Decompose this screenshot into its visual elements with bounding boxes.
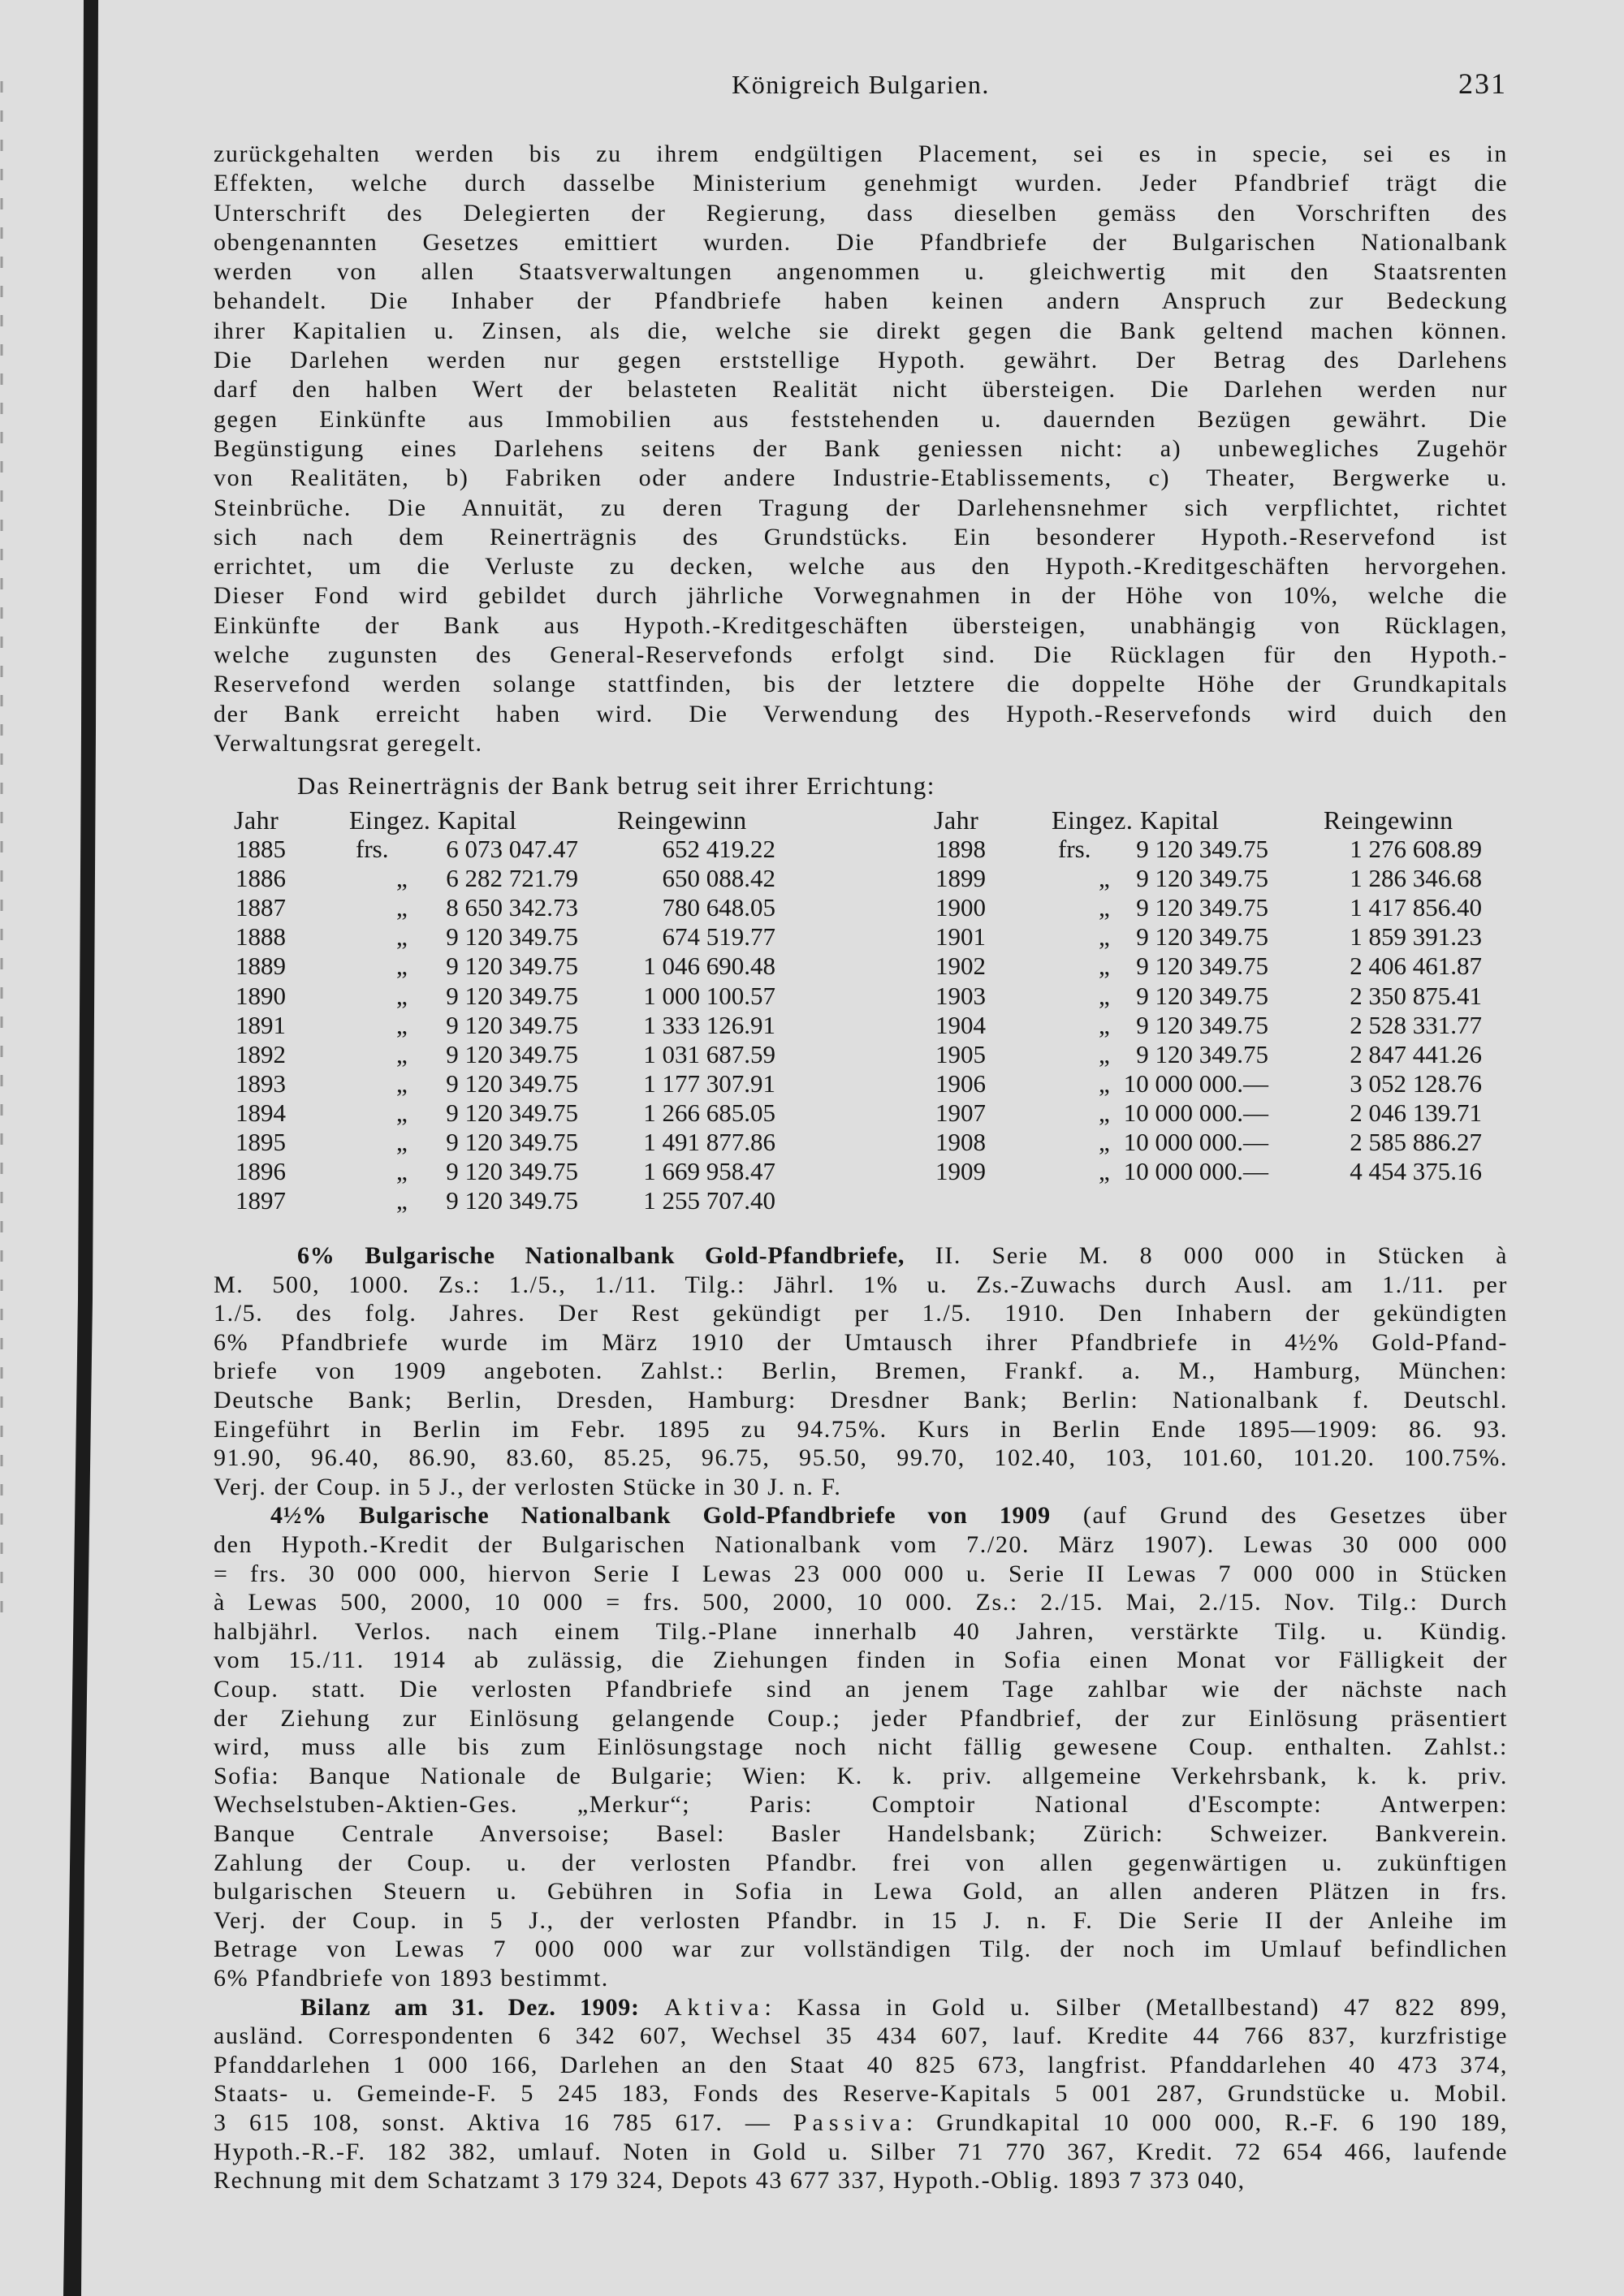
capital-cell: 9 120 349.75 [446, 1186, 578, 1215]
text-line: vom 15./11. 1914 ab zulässig, die Ziehungen finden in Sofia einen Monat vor Fälligkeit der [214, 1646, 1508, 1674]
net-profit-cell: 2 350 875.41 [1350, 981, 1482, 1010]
net-profit-cell: 650 088.42 [662, 864, 775, 893]
ditto-mark: „ [1099, 1098, 1110, 1127]
column-header: Reingewinn [1324, 805, 1453, 835]
capital-cell: 9 120 349.75 [1136, 1010, 1268, 1039]
table-row [0, 1157, 1624, 1186]
net-profit-cell: 1 491 877.86 [643, 1128, 775, 1157]
column-header: Jahr [934, 805, 979, 835]
year-cell: 1907 [935, 1098, 986, 1127]
text-line: darf den halben Wert der belasteten Realität nicht übersteigen. Die Darlehen werden nur [214, 376, 1508, 404]
ditto-mark: „ [1099, 864, 1110, 893]
text-line: Begünstigung eines Darlehens seitens der Bank geniessen nicht: a) unbewegliches Zugehör [214, 434, 1508, 462]
table-row [0, 922, 1624, 952]
text-run: Passiva [793, 2108, 906, 2136]
text-line: ihrer Kapitalien u. Zinsen, als die, welche sie direkt gegen die Bank geltend machen können. [214, 317, 1508, 344]
text-line: ausländ. Correspondenten 6 342 607, Wechsel 35 434 607, lauf. Kredite 44 766 837, kurzfristige [214, 2022, 1508, 2050]
paragraph-pfandbrief-rules [214, 140, 1508, 758]
ditto-mark: „ [1099, 952, 1110, 981]
ditto-mark: „ [396, 1157, 408, 1186]
text-line [214, 2108, 1508, 2138]
text-line: welche zugunsten des General-Reservefonds erfolgt sind. Die Rücklagen für den Hypoth.- [214, 641, 1508, 669]
ditto-mark: „ [396, 1039, 408, 1068]
capital-cell: 10 000 000.— [1123, 1128, 1268, 1157]
net-profit-cell: 1 255 707.40 [643, 1186, 775, 1215]
year-cell: 1895 [235, 1128, 286, 1157]
capital-cell: 10 000 000.— [1123, 1068, 1268, 1098]
text-line: Einkünfte der Bank aus Hypoth.-Kreditgeschäften übersteigen, unabhängig von Rücklagen, [214, 611, 1508, 639]
table-row [0, 1186, 1624, 1215]
text-line: Dieser Fond wird gebildet durch jährliche Vorwegnahmen in der Höhe von 10%, welche die [214, 582, 1508, 610]
text-line: Steinbrüche. Die Annuität, zu deren Tragung der Darlehensnehmer sich verpflichtet, richtet [214, 494, 1508, 521]
text-line: Eingeführt in Berlin im Febr. 1895 zu 94.75%. Kurs in Berlin Ende 1895—1909: 86. 93. [214, 1415, 1508, 1443]
text-line: Verj. der Coup. in 5 J., der verlosten Pfandbr. in 15 J. n. F. Die Serie II der Anleihe im [214, 1906, 1508, 1934]
ditto-mark: „ [1099, 1128, 1110, 1157]
text-line: = frs. 30 000 000, hiervon Serie I Lewas 23 000 000 u. Serie II Lewas 7 000 000 in Stücken [214, 1560, 1508, 1587]
capital-cell: 9 120 349.75 [446, 981, 578, 1010]
text-line: 6% Pfandbriefe von 1893 bestimmt. [214, 1964, 609, 1992]
text-line [214, 1993, 1508, 2022]
net-profit-cell: 1 276 608.89 [1350, 835, 1482, 864]
net-profit-cell: 1 177 307.91 [643, 1068, 775, 1098]
text-line: Effekten, welche durch dasselbe Ministerium genehmigt wurden. Jeder Pfandbrief trägt die [214, 170, 1508, 197]
column-header: Eingez. Kapital [349, 805, 517, 835]
net-profit-cell: 780 648.05 [662, 893, 775, 922]
text-line: Unterschrift des Delegierten der Regierung, dass dieselben gemäss den Vorschriften des [214, 199, 1508, 227]
capital-cell: 9 120 349.75 [1136, 922, 1268, 952]
year-cell: 1890 [235, 981, 286, 1010]
table-row [0, 1069, 1624, 1098]
year-cell: 1885 [235, 835, 286, 864]
table-row [0, 1128, 1624, 1157]
net-profit-cell: 1 031 687.59 [643, 1039, 775, 1068]
table-intro: Das Reinerträgnis der Bank betrug seit ihrer Errichtung: [297, 771, 936, 800]
capital-cell: 9 120 349.75 [1136, 864, 1268, 893]
capital-cell: 9 120 349.75 [446, 952, 578, 981]
text-run: 3 615 108, sonst. Aktiva 16 785 617. — [214, 2108, 793, 2136]
text-line: Verj. der Coup. in 5 J., der verlosten Stücke in 30 J. n. F. [214, 1473, 842, 1500]
column-header: Jahr [234, 805, 279, 835]
text-line: Banque Centrale Anversoise; Basel: Basler Handelsbank; Zürich: Schweizer. Bankverein. [214, 1819, 1508, 1847]
capital-cell: 8 650 342.73 [446, 893, 578, 922]
text-line [214, 1501, 1508, 1530]
text-line: M. 500, 1000. Zs.: 1./5., 1./11. Tilg.: Jährl. 1% u. Zs.-Zuwachs durch Ausl. am 1./11. per [214, 1271, 1508, 1298]
text-line: den Hypoth.-Kredit der Bulgarischen Nationalbank vom 7./20. März 1907). Lewas 30 000 000 [214, 1530, 1508, 1558]
net-profit-cell: 2 528 331.77 [1350, 1010, 1482, 1039]
net-profit-cell: 3 052 128.76 [1350, 1068, 1482, 1098]
text-line: obengenannten Gesetzes emittiert wurden. Die Pfandbriefe der Bulgarischen Nationalbank [214, 228, 1508, 256]
net-profit-cell: 674 519.77 [662, 922, 775, 952]
year-cell: 1904 [935, 1010, 986, 1039]
text-line: errichtet, um die Verluste zu decken, welche aus den Hypoth.-Kreditgeschäften hervorgehen. [214, 553, 1508, 580]
earnings-table-right [0, 805, 1624, 1186]
text-line: 1./5. des folg. Jahres. Der Rest gekündigt per 1./5. 1910. Den Inhabern der gekündigten [214, 1300, 1508, 1327]
year-cell: 1896 [235, 1157, 286, 1186]
ditto-mark: „ [1099, 893, 1110, 922]
table-row [0, 982, 1624, 1011]
capital-cell: 9 120 349.75 [446, 1039, 578, 1068]
year-cell: 1888 [235, 922, 286, 952]
text-line: briefe von 1909 angeboten. Zahlst.: Berlin, Bremen, Frankf. a. M., Hamburg, München: [214, 1357, 1508, 1385]
ditto-mark: „ [1099, 1010, 1110, 1039]
capital-cell: 9 120 349.75 [446, 1098, 578, 1127]
text-line: Zahlung der Coup. u. der verlosten Pfandbr. frei von allen gegenwärtigen u. zukünftigen [214, 1849, 1508, 1876]
net-profit-cell: 2 406 461.87 [1350, 952, 1482, 981]
ditto-mark: „ [396, 893, 408, 922]
text-run: : Kassa in Gold u. Silber (Metallbestand) 47 822 899, [764, 1993, 1509, 2021]
capital-cell: 9 120 349.75 [1136, 1039, 1268, 1068]
year-cell: 1908 [935, 1128, 986, 1157]
column-header: Reingewinn [617, 805, 747, 835]
year-cell: 1909 [935, 1157, 986, 1186]
net-profit-cell: 1 046 690.48 [643, 952, 775, 981]
text-run: II. Serie M. 8 000 000 in Stücken à [905, 1242, 1509, 1269]
year-cell: 1892 [235, 1039, 286, 1068]
ditto-mark: „ [396, 981, 408, 1010]
text-line: Staats- u. Gemeinde-F. 5 245 183, Fonds des Reserve-Kapitals 5 001 287, Grundstücke u. Mobil. [214, 2080, 1508, 2108]
text-line: Sofia: Banque Nationale de Bulgarie; Wien: K. k. priv. allgemeine Verkehrsbank, k. k. priv. [214, 1762, 1508, 1789]
bold-heading: Bilanz am 31. Dez. 1909: [300, 1993, 640, 2021]
table-row [0, 835, 1624, 864]
text-line: sich nach dem Reinerträgnis des Grundstücks. Ein besonderer Hypoth.-Reservefond ist [214, 523, 1508, 550]
text-line: von Realitäten, b) Fabriken oder andere Industrie-Etablissements, c) Theater, Bergwerke u. [214, 464, 1508, 492]
ditto-mark: „ [396, 1186, 408, 1215]
text-line: Coup. statt. Die verlosten Pfandbriefe sind an jenem Tage zahlbar wie der nächste nach [214, 1675, 1508, 1703]
table-row [0, 1098, 1624, 1128]
capital-cell: 9 120 349.75 [1136, 893, 1268, 922]
net-profit-cell: 1 669 958.47 [643, 1157, 775, 1186]
capital-cell: 9 120 349.75 [1136, 952, 1268, 981]
text-line: der Ziehung zur Einlösung gelangende Coup.; jeder Pfandbrief, der zur Einlösung präsentiert [214, 1704, 1508, 1732]
year-cell: 1905 [935, 1039, 986, 1068]
table-row [0, 893, 1624, 922]
capital-cell: 9 120 349.75 [446, 1128, 578, 1157]
text-line: Rechnung mit dem Schatzamt 3 179 324, Depots 43 677 337, Hypoth.-Oblig. 1893 7 373 040, [214, 2167, 1246, 2195]
text-line: Hypoth.-R.-F. 182 382, umlauf. Noten in Gold u. Silber 71 770 367, Kredit. 72 654 466, laufende [214, 2138, 1508, 2165]
year-cell: 1897 [235, 1186, 286, 1215]
ditto-mark: „ [396, 1068, 408, 1098]
currency-label: frs. [1058, 835, 1091, 864]
text-line: der Bank erreicht haben wird. Die Verwendung des Hypoth.-Reservefonds wird duich den [214, 700, 1508, 727]
text-line: Die Darlehen werden nur gegen erststellige Hypoth. gewährt. Der Betrag des Darlehens [214, 347, 1508, 374]
section-4-5pct-gold-pfandbriefe-1909 [214, 1501, 1508, 1992]
text-line: bulgarischen Steuern u. Gebühren in Sofia in Lewa Gold, an allen anderen Plätzen in frs. [214, 1878, 1508, 1905]
table-row [0, 1040, 1624, 1069]
capital-cell: 6 073 047.47 [446, 835, 578, 864]
text-line: 6% Pfandbriefe wurde im März 1910 der Umtausch ihrer Pfandbriefe in 4½% Gold-Pfand- [214, 1328, 1508, 1356]
text-line: zurückgehalten werden bis zu ihrem endgültigen Placement, sei es in specie, sei es in [214, 140, 1508, 167]
currency-label: frs. [356, 835, 389, 864]
text-line: Reservefond werden solange stattfinden, bis der letztere die doppelte Höhe der Grundkapitals [214, 671, 1508, 698]
year-cell: 1902 [935, 952, 986, 981]
text-line: wird, muss alle bis zum Einlösungstage noch nicht fällig gewesene Coup. enthalten. Zahlst.: [214, 1733, 1508, 1761]
capital-cell: 9 120 349.75 [446, 1068, 578, 1098]
capital-cell: 9 120 349.75 [446, 922, 578, 952]
text-line: Wechselstuben-Aktien-Ges. „Merkur“; Paris: Comptoir National d'Escompte: Antwerpen: [214, 1791, 1508, 1819]
text-line [214, 1241, 1508, 1271]
ditto-mark: „ [396, 1098, 408, 1127]
net-profit-cell: 2 847 441.26 [1350, 1039, 1482, 1068]
net-profit-cell: 1 859 391.23 [1350, 922, 1482, 952]
year-cell: 1899 [935, 864, 986, 893]
capital-cell: 10 000 000.— [1123, 1098, 1268, 1127]
net-profit-cell: 1 286 346.68 [1350, 864, 1482, 893]
capital-cell: 9 120 349.75 [446, 1010, 578, 1039]
text-run: : Grundkapital 10 000 000, R.-F. 6 190 189, [905, 2108, 1508, 2136]
text-line: werden von allen Staatsverwaltungen angenommen u. gleichwertig mit den Staatsrenten [214, 258, 1508, 286]
year-cell: 1887 [235, 893, 286, 922]
ditto-mark: „ [396, 922, 408, 952]
text-line: 91.90, 96.40, 86.90, 83.60, 85.25, 96.75, 95.50, 99.70, 102.40, 103, 101.60, 101.20. 100.75%. [214, 1444, 1508, 1472]
year-cell: 1900 [935, 893, 986, 922]
section-6pct-gold-pfandbriefe [214, 1241, 1508, 1501]
text-run: (auf Grund des Gesetzes über [1050, 1502, 1508, 1530]
year-cell: 1891 [235, 1010, 286, 1039]
net-profit-cell: 1 417 856.40 [1350, 893, 1482, 922]
table-header-row [0, 805, 1624, 835]
ditto-mark: „ [396, 864, 408, 893]
ditto-mark: „ [1099, 1068, 1110, 1098]
year-cell: 1886 [235, 864, 286, 893]
text-run: Aktiva [663, 1993, 765, 2021]
capital-cell: 10 000 000.— [1123, 1157, 1268, 1186]
table-row [0, 952, 1624, 981]
year-cell: 1903 [935, 981, 986, 1010]
column-header: Eingez. Kapital [1052, 805, 1220, 835]
net-profit-cell: 1 333 126.91 [643, 1010, 775, 1039]
text-line: Betrage von Lewas 7 000 000 war zur vollständigen Tilg. der noch im Umlauf befindlichen [214, 1936, 1508, 1963]
net-profit-cell: 2 585 886.27 [1350, 1128, 1482, 1157]
bold-heading: 6% Bulgarische Nationalbank Gold-Pfandbriefe, [297, 1242, 905, 1269]
section-balance-sheet-1909 [214, 1993, 1508, 2195]
ditto-mark: „ [396, 1128, 408, 1157]
table-row [0, 1011, 1624, 1040]
year-cell: 1893 [235, 1068, 286, 1098]
text-line: à Lewas 500, 2000, 10 000 = frs. 500, 2000, 10 000. Zs.: 2./15. Mai, 2./15. Nov. Tilg.: Durch [214, 1589, 1508, 1616]
running-header: Königreich Bulgarien. [732, 70, 990, 99]
text-line: Verwaltungsrat geregelt. [214, 729, 483, 757]
capital-cell: 9 120 349.75 [1136, 835, 1268, 864]
year-cell: 1894 [235, 1098, 286, 1127]
capital-cell: 6 282 721.79 [446, 864, 578, 893]
text-line: gegen Einkünfte aus Immobilien aus feststehenden u. dauernden Bezügen gewährt. Die [214, 405, 1508, 433]
ditto-mark: „ [396, 1010, 408, 1039]
year-cell: 1889 [235, 952, 286, 981]
bold-heading: 4½% Bulgarische Nationalbank Gold-Pfandbriefe von 1909 [270, 1502, 1051, 1530]
year-cell: 1901 [935, 922, 986, 952]
ditto-mark: „ [1099, 922, 1110, 952]
text-line: Pfanddarlehen 1 000 166, Darlehen an den Staat 40 825 673, langfrist. Pfanddarlehen 40 473 374, [214, 2051, 1508, 2078]
net-profit-cell: 652 419.22 [662, 835, 775, 864]
year-cell: 1898 [935, 835, 986, 864]
table-row [0, 864, 1624, 893]
capital-cell: 9 120 349.75 [446, 1157, 578, 1186]
year-cell: 1906 [935, 1068, 986, 1098]
net-profit-cell: 1 266 685.05 [643, 1098, 775, 1127]
ditto-mark: „ [1099, 1039, 1110, 1068]
ditto-mark: „ [1099, 981, 1110, 1010]
page-number: 231 [1458, 67, 1507, 100]
ditto-mark: „ [396, 952, 408, 981]
text-run [640, 1994, 664, 2021]
text-line: Deutsche Bank; Berlin, Dresden, Hamburg: Dresdner Bank; Berlin: Nationalbank f. Deutschl. [214, 1386, 1508, 1413]
text-line: behandelt. Die Inhaber der Pfandbriefe haben keinen andern Anspruch zur Bedeckung [214, 287, 1508, 315]
net-profit-cell: 2 046 139.71 [1350, 1098, 1482, 1127]
net-profit-cell: 4 454 375.16 [1350, 1157, 1482, 1186]
ditto-mark: „ [1099, 1157, 1110, 1186]
text-line: halbjährl. Verlos. nach einem Tilg.-Plane innerhalb 40 Jahren, verstärkte Tilg. u. Kündig. [214, 1617, 1508, 1645]
net-profit-cell: 1 000 100.57 [643, 981, 775, 1010]
capital-cell: 9 120 349.75 [1136, 981, 1268, 1010]
